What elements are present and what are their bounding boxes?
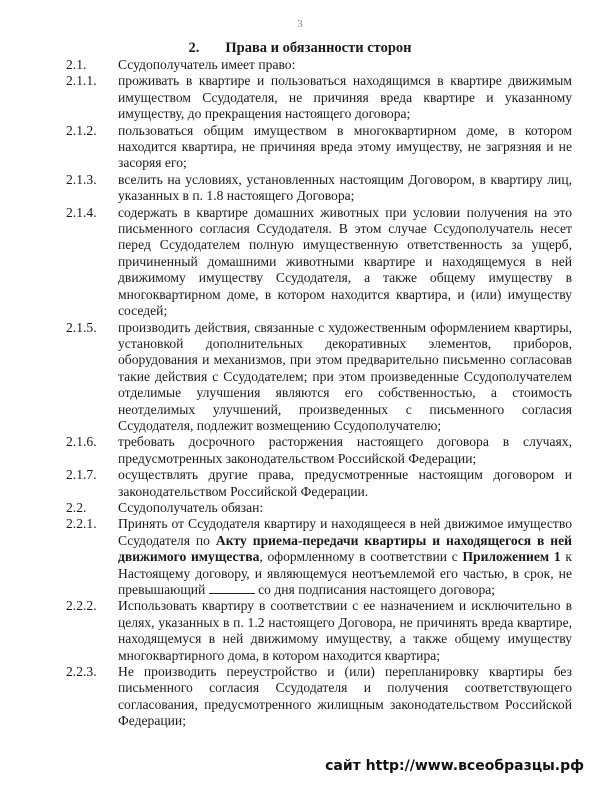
clause-number: 2.2. — [66, 499, 87, 515]
site-watermark: сайт http://www.всеобразцы.рф — [325, 758, 584, 774]
clause-2-1-3 — [66, 172, 572, 205]
page-number: 3 — [297, 18, 303, 30]
clause-text — [118, 516, 572, 598]
clause-2-1-4 — [66, 205, 572, 320]
clause-text: требовать досрочного расторжения настоящего договора в случаях, предусмотренных законодательством Российской Федерации; — [118, 434, 572, 466]
clause-list — [66, 57, 572, 730]
section-heading — [0, 40, 600, 57]
clause-text-part: со дня подписания настоящего договора; — [254, 582, 496, 597]
appendix-reference: Приложением 1 — [462, 549, 561, 565]
clause-text-part: , оформленному в соответствии с — [259, 549, 463, 565]
clause-text: вселить на условиях, установленных настоящим Договором, в квартиру лиц, указанных в п. 1.8 настоящего Договора; — [118, 171, 572, 204]
clause-text: содержать в квартире домашних животных при условии получения на это письменного согласия Ссудодателя. В этом случае Ссудополучатель несет перед Ссудодателем полную имущественную ответственность за ущерб, причиненный домашними животными квартире и находящемуся в ней движимому имуществу Ссудодателя, а также общему имуществу в многоквартирном доме, в котором находится квартира, и (или) имуществу соседей; — [118, 204, 572, 319]
section-number: 2. — [188, 40, 200, 56]
clause-text: осуществлять другие права, предусмотренные настоящим договором и законодательством Российской Федерации. — [118, 467, 572, 499]
clause-text: Не производить переустройство и (или) перепланировку квартиры без письменного согласия Ссудодателя и получения соответствующего согласования, предусмотренного жилищным законодательством Российской Федерации; — [118, 664, 572, 729]
clause-number: 2.1.5. — [66, 319, 97, 335]
clause-number: 2.2.3. — [66, 664, 97, 680]
clause-2-1-7 — [66, 467, 572, 500]
clause-text: производить действия, связанные с художественным оформлением квартиры, установкой дополнительных декоративных элементов, приборов, оборудования и механизмов, при этом предварительно письменно согласовав такие действия с Ссудодателем; при этом произведенные Ссудополучателем отделимые улучшения являются его собственностью, а стоимость неотделимых улучшений, произведенных с письменного согласия Ссудодателя, подлежит возмещению Ссудополучателю; — [118, 319, 572, 433]
clause-2-1 — [66, 57, 572, 73]
clause-number: 2.1.2. — [66, 122, 97, 138]
blank-days-field — [209, 582, 255, 594]
clause-number: 2.1. — [66, 57, 87, 72]
clause-text: проживать в квартире и пользоваться находящимся в квартире движимым имуществом Ссудодателя, не причиняя вреда квартире и указанному имуществу, до прекращения настоящего договора; — [118, 73, 572, 122]
clause-2-2 — [66, 500, 572, 516]
clause-2-2-1 — [66, 516, 572, 598]
clause-text: Ссудополучатель имеет право: — [118, 57, 296, 72]
clause-number: 2.1.7. — [66, 467, 97, 483]
clause-text-part: к Настоящему договору, и являющемуся неотъемлемой его частью, в срок, не превышающий — [118, 549, 572, 597]
section-title: Права и обязанности сторон — [225, 40, 412, 56]
clause-number: 2.1.6. — [66, 434, 97, 450]
act-reference: Акту приема-передачи квартиры и находящегося в ней движимого имущества — [118, 532, 572, 565]
clause-text-part: Принять от Ссудодателя квартиру и находящееся в ней движимое имущество Ссудодателя по — [118, 516, 572, 548]
clause-text: Ссудополучатель обязан: — [118, 499, 264, 515]
clause-2-1-1 — [66, 73, 572, 122]
clause-number: 2.2.1. — [66, 516, 97, 532]
clause-text: Использовать квартиру в соответствии с ее назначением и исключительно в целях, указанных в п. 1.2 настоящего Договора, не причинять вреда квартире, находящемуся в ней движимому имуществу, а также общему имуществу многоквартирного дома, в котором находится квартира; — [118, 598, 572, 663]
clause-2-1-2 — [66, 123, 572, 172]
clause-number: 2.1.3. — [66, 171, 97, 187]
clause-text: пользоваться общим имуществом в многоквартирном доме, в котором находится квартира, не причиняя вреда этому имуществу, не загрязняя и не засоряя его; — [118, 122, 572, 171]
clause-number: 2.1.1. — [66, 73, 97, 89]
clause-2-2-3 — [66, 664, 572, 730]
clause-2-1-6 — [66, 434, 572, 467]
clause-2-2-2 — [66, 598, 572, 664]
clause-number: 2.2.2. — [66, 598, 97, 614]
clause-2-1-5 — [66, 320, 572, 435]
clause-number: 2.1.4. — [66, 204, 97, 220]
